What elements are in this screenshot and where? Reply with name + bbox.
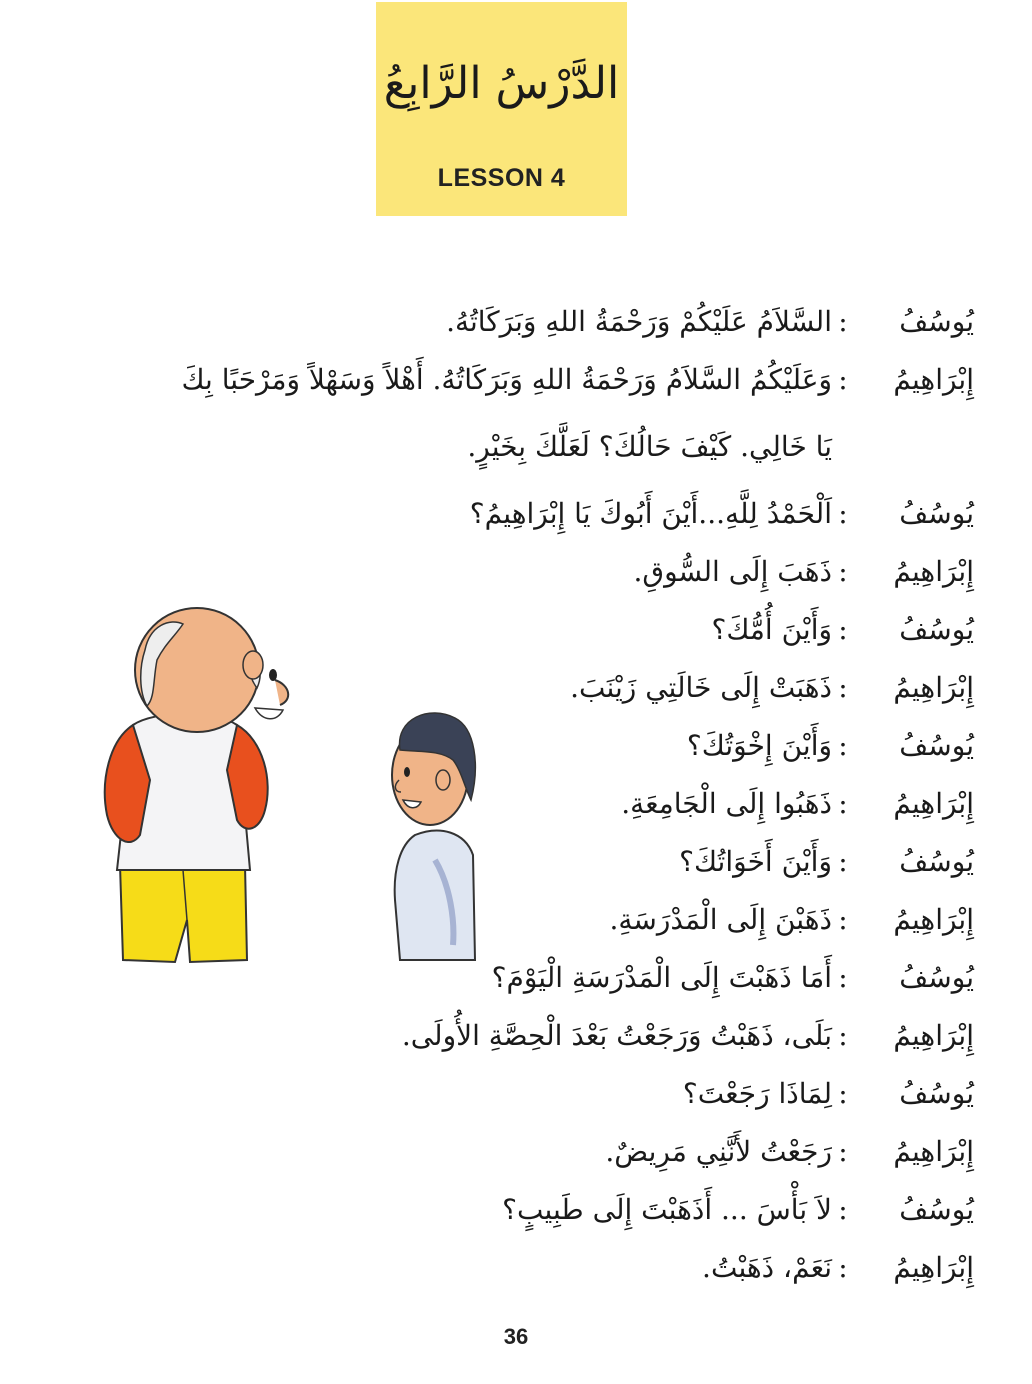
utterance: لِمَاذَا رَجَعْتَ؟ [682,1076,832,1110]
speaker-name: يُوسُفُ [899,1192,974,1226]
utterance: رَجَعْتُ لأَنَّنِي مَرِيضٌ. [605,1134,832,1168]
speaker-name: يُوسُفُ [899,844,974,878]
utterance: اَلْحَمْدُ لِلَّهِ...أَيْنَ أَبُوكَ يَا إِبْرَاهِيمُ؟ [469,496,832,530]
dialogue-line [214,832,974,890]
page-number: 36 [503,1324,529,1349]
speaker-name: إِبْرَاهِيمُ [893,902,974,936]
speaker-name: إِبْرَاهِيمُ [893,1134,974,1168]
utterance: وَعَلَيْكُمُ السَّلاَمُ وَرَحْمَةُ اللهِ وَبَرَكَاتُهُ. أَهْلاً وَسَهْلاً وَمَرْحَبًا بِكَ [181,362,832,396]
colon-separator: : [838,496,848,530]
lesson-title-english: LESSON 4 [437,164,566,192]
dialogue-line [214,484,974,542]
speaker-name: يُوسُفُ [899,612,974,646]
speaker-name: إِبْرَاهِيمُ [893,1250,974,1284]
dialogue-line [214,1238,974,1296]
utterance: لاَ بَأْسَ ... أَذَهَبْتَ إِلَى طَبِيبٍ؟ [502,1192,832,1226]
utterance: وَأَيْنَ إِخْوَتُكَ؟ [686,728,832,762]
dialogue-line [214,1180,974,1238]
lesson-title-arabic: الدَّرْسُ الرَّابِعُ [383,58,620,109]
speaker-name: إِبْرَاهِيمُ [893,362,974,396]
colon-separator: : [838,362,848,396]
dialogue-line [214,774,974,832]
utterance: وَأَيْنَ أُمُّكَ؟ [711,612,832,646]
utterance: ذَهَبَتْ إِلَى خَالَتِي زَيْنَبَ. [570,670,832,704]
dialogue-line [214,408,974,484]
dialogue-line [214,1006,974,1064]
speaker-name: إِبْرَاهِيمُ [893,554,974,588]
dialogue-line [214,948,974,1006]
speaker-name: يُوسُفُ [899,304,974,338]
utterance: نَعَمْ، ذَهَبْتُ. [702,1250,832,1284]
dialogue-line [214,292,974,350]
utterance: بَلَى، ذَهَبْتُ وَرَجَعْتُ بَعْدَ الْحِصَّةِ الأُولَى. [401,1018,832,1052]
speaker-name: إِبْرَاهِيمُ [893,786,974,820]
utterance: يَا خَالِي. كَيْفَ حَالُكَ؟ لَعَلَّكَ بِخَيْرٍ. [467,429,832,463]
utterance: ذَهَبَ إِلَى السُّوقِ. [633,554,832,588]
speaker-name: يُوسُفُ [899,1076,974,1110]
speaker-name: يُوسُفُ [899,728,974,762]
colon-separator: : [838,1018,848,1052]
speaker-name: إِبْرَاهِيمُ [893,670,974,704]
speaker-name: إِبْرَاهِيمُ [893,1018,974,1052]
dialogue-line [181,350,974,408]
colon-separator: : [838,1192,848,1226]
dialogue-line [214,716,974,774]
dialogue-line [214,542,974,600]
colon-separator: : [838,1076,848,1110]
colon-separator: : [838,960,848,994]
colon-separator: : [838,728,848,762]
colon-separator: : [838,554,848,588]
colon-separator: : [838,670,848,704]
utterance: السَّلاَمُ عَلَيْكُمْ وَرَحْمَةُ اللهِ وَبَرَكَاتُهُ. [446,304,832,338]
colon-separator: : [838,786,848,820]
colon-separator: : [838,1134,848,1168]
utterance: أَمَا ذَهَبْتَ إِلَى الْمَدْرَسَةِ الْيَوْمَ؟ [491,960,832,994]
dialogue-line [214,890,974,948]
speaker-name: يُوسُفُ [899,960,974,994]
colon-separator: : [838,902,848,936]
dialogue-line [214,600,974,658]
dialogue-list [181,292,974,1296]
colon-separator: : [838,1250,848,1284]
colon-separator: : [838,844,848,878]
colon-separator: : [838,304,848,338]
utterance: ذَهَبُوا إِلَى الْجَامِعَةِ. [621,786,832,820]
dialogue-line [214,658,974,716]
lesson-title-box [376,2,627,216]
speaker-name: يُوسُفُ [899,496,974,530]
colon-separator: : [838,612,848,646]
dialogue-line [214,1064,974,1122]
utterance: وَأَيْنَ أَخَوَاتُكَ؟ [679,844,832,878]
utterance: ذَهَبْنَ إِلَى الْمَدْرَسَةِ. [609,902,832,936]
dialogue-line [214,1122,974,1180]
